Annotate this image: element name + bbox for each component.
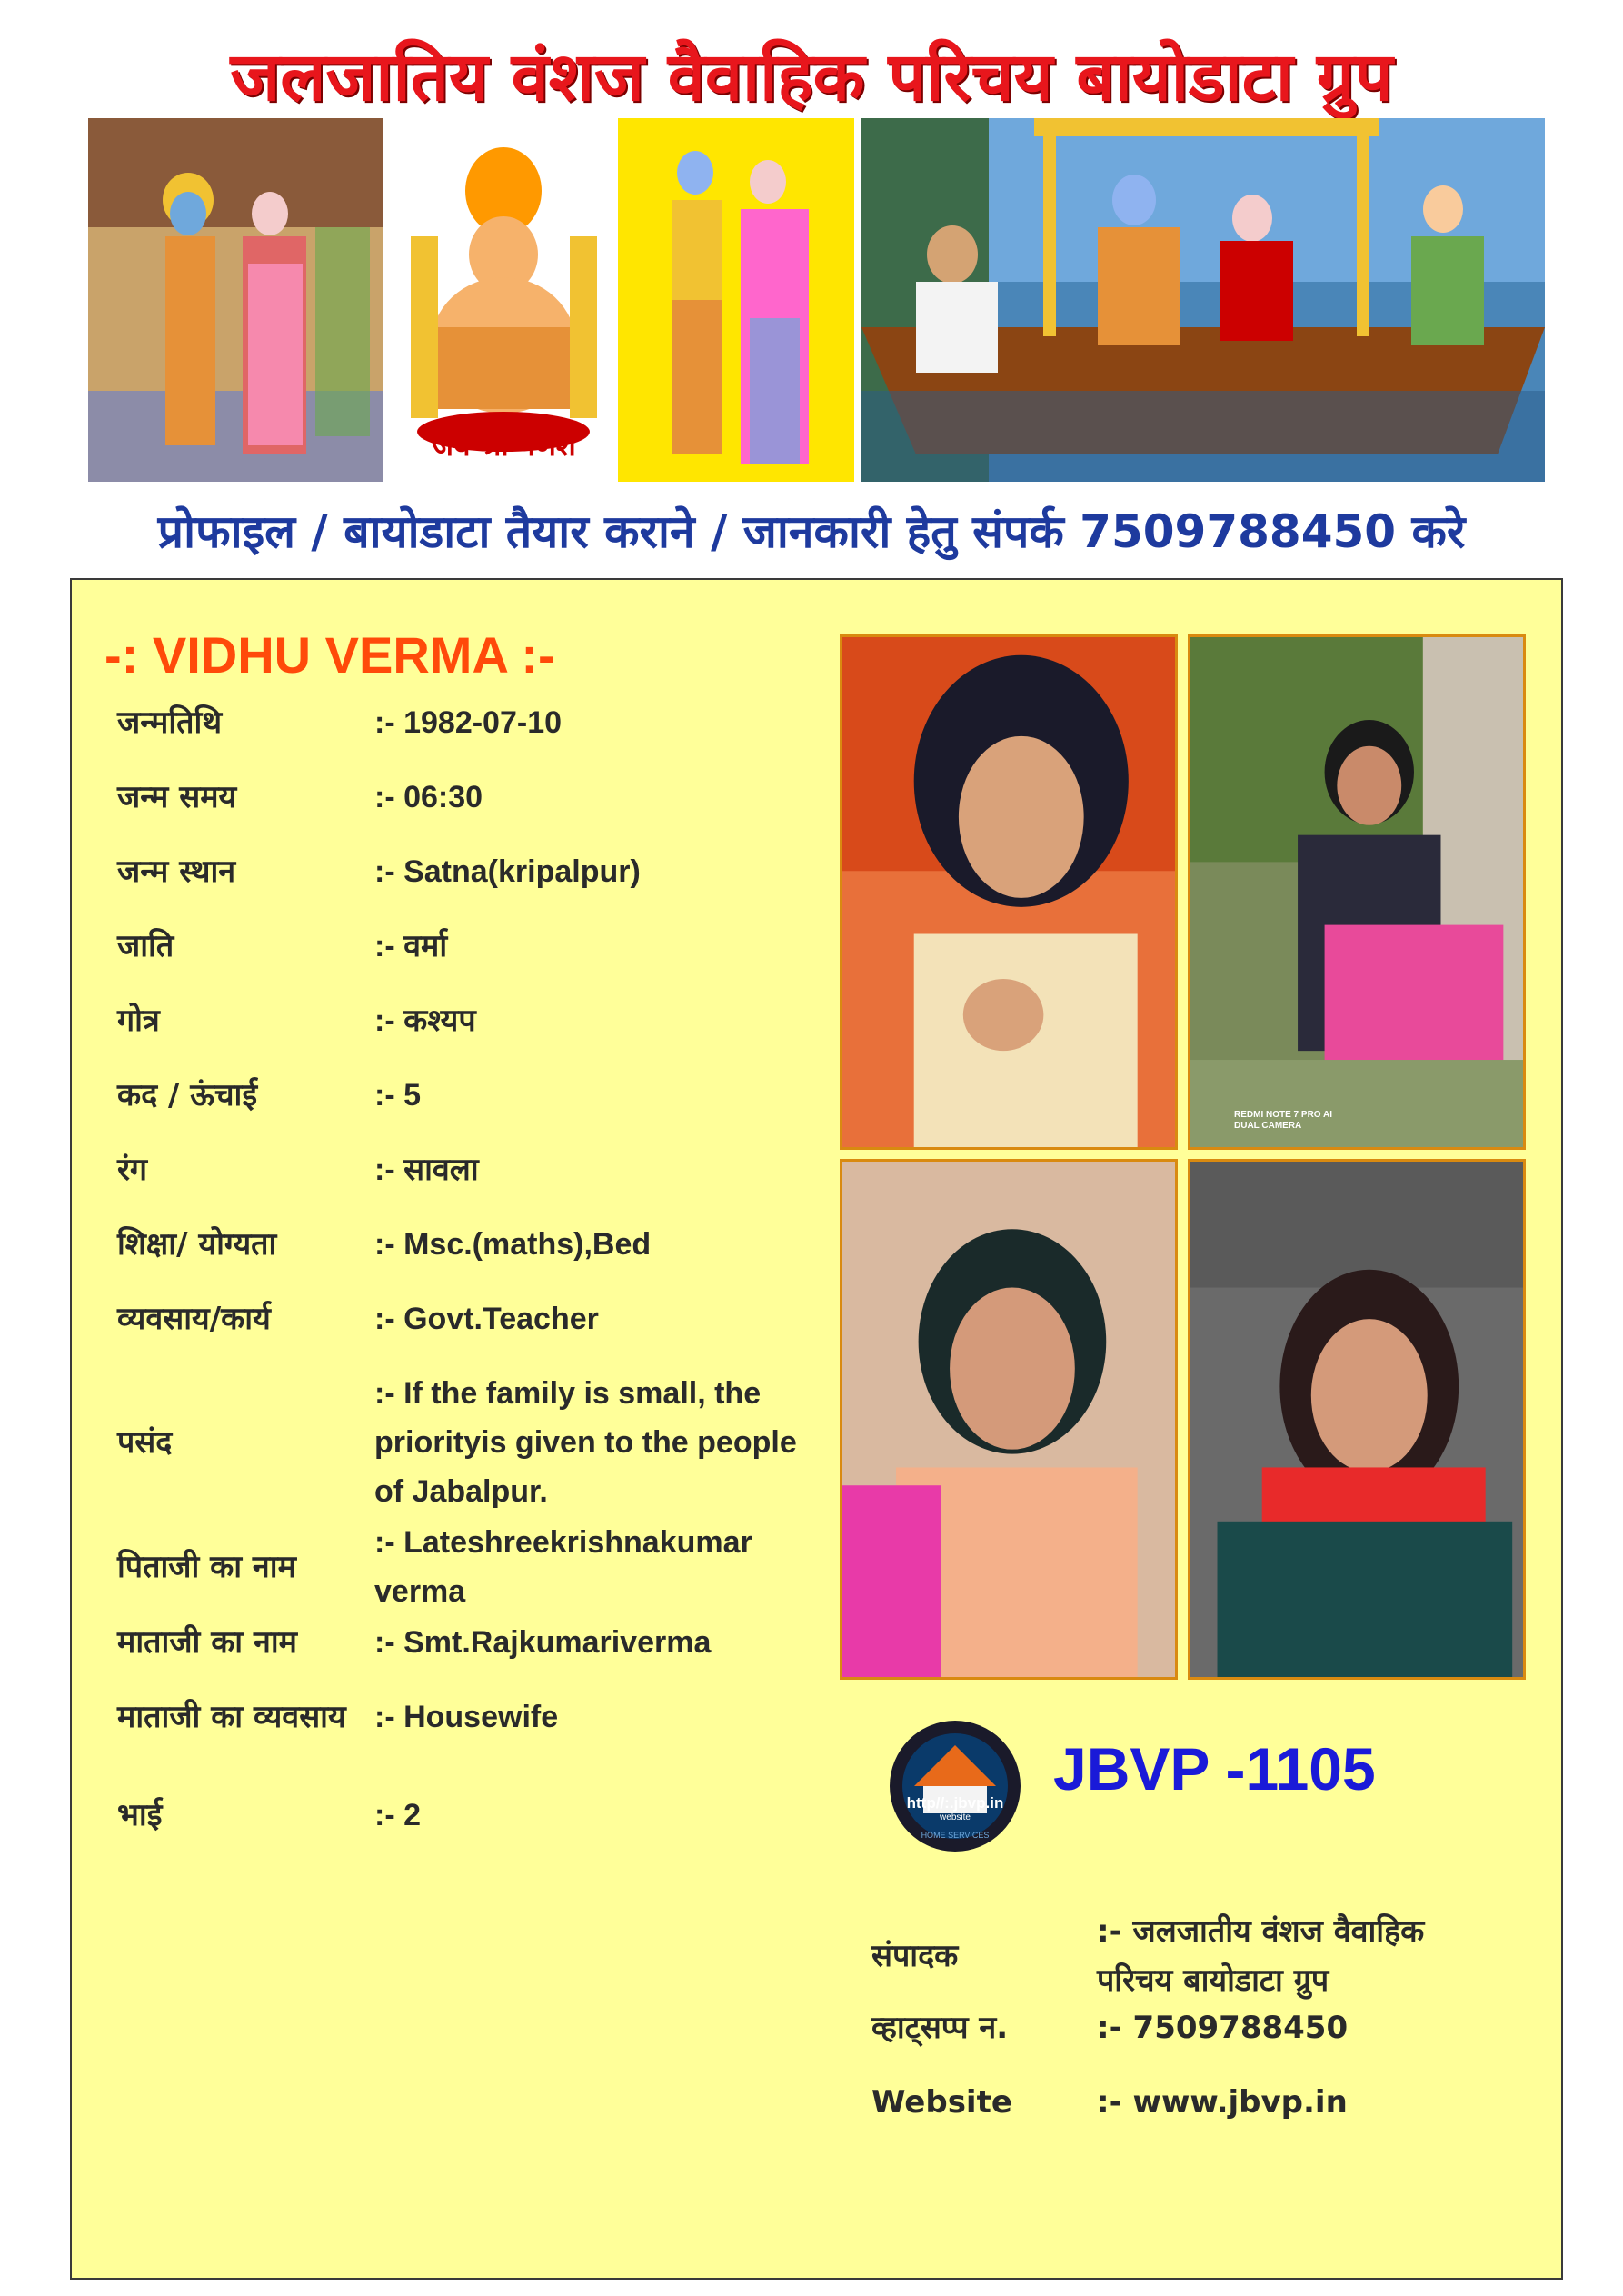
logo-subtext: website <box>940 1812 971 1822</box>
detail-row-occupation: व्यवसाय/कार्य :- Govt.Teacher <box>117 1301 599 1337</box>
profile-photo-3 <box>840 1159 1178 1680</box>
detail-row-dob: जन्मतिथि :- 1982-07-10 <box>117 704 563 741</box>
detail-row-mother-name: माताजी का नाम :- Smt.Rajkumariverma <box>117 1624 712 1661</box>
detail-row-education: शिक्षा/ योग्यता :- Msc.(maths),Bed <box>117 1226 652 1263</box>
contact-row-whatsapp: व्हाट्सप्प न. :- 7509788450 <box>871 2010 1349 2046</box>
contact-row-website: Website :- www.jbvp.in <box>871 2084 1348 2121</box>
detail-row-birth-place: जन्म स्थान :- Satna(kripalpur) <box>117 854 641 890</box>
ganesh-caption: जय श्री गणेश <box>432 428 576 463</box>
ram-sita-image <box>88 118 383 482</box>
profile-photo-4 <box>1188 1159 1526 1680</box>
profile-name: -: VIDHU VERMA :- <box>105 626 555 684</box>
detail-row-gotra: गोत्र :- कश्यप <box>117 1003 476 1039</box>
page-title: जलजातिय वंशज वैवाहिक परिचय बायोडाटा ग्रुप <box>230 38 1393 116</box>
contact-row-editor: संपादक :- जलजातीय वंशज वैवाहिक परिचय बायोडाटा ग्रुप <box>871 1913 1425 1999</box>
detail-row-brothers: भाई :- 2 <box>117 1797 421 1833</box>
profile-photo-1 <box>840 634 1178 1150</box>
detail-row-mother-occupation: माताजी का व्यवसाय :- Housewife <box>117 1699 559 1735</box>
profile-card <box>70 578 1563 2280</box>
detail-row-birth-time: जन्म समय :- 06:30 <box>117 779 483 815</box>
detail-row-preference: पसंद :- If the family is small, the priorityis given to the people of Jabalpur. <box>117 1376 797 1509</box>
logo-url-text: http//:.jbvp.in <box>906 1794 1004 1812</box>
logo-ring-text: HOME SERVICES <box>921 1831 990 1840</box>
detail-row-complexion: रंग :- सावला <box>117 1152 479 1188</box>
boat-scene-image <box>861 118 1545 482</box>
jbvp-logo <box>887 1718 1023 1854</box>
camera-watermark: REDMI NOTE 7 PRO AI DUAL CAMERA <box>1234 1110 1332 1131</box>
detail-row-height: कद / ऊंचाई :- 5 <box>117 1077 421 1113</box>
contact-banner: प्रोफाइल / बायोडाटा तैयार कराने / जानकारी हेतु संपर्क 7509788450 करे <box>157 505 1466 558</box>
detail-row-father-name: पिताजी का नाम :- Lateshreekrishnakumar verma <box>117 1525 752 1609</box>
ganesh-image <box>393 118 615 482</box>
profile-code: JBVP -1105 <box>1053 1735 1376 1802</box>
detail-row-caste: जाति :- वर्मा <box>117 928 448 964</box>
profile-photo-2 <box>1188 634 1526 1150</box>
ram-sita-yellow-image <box>618 118 854 482</box>
